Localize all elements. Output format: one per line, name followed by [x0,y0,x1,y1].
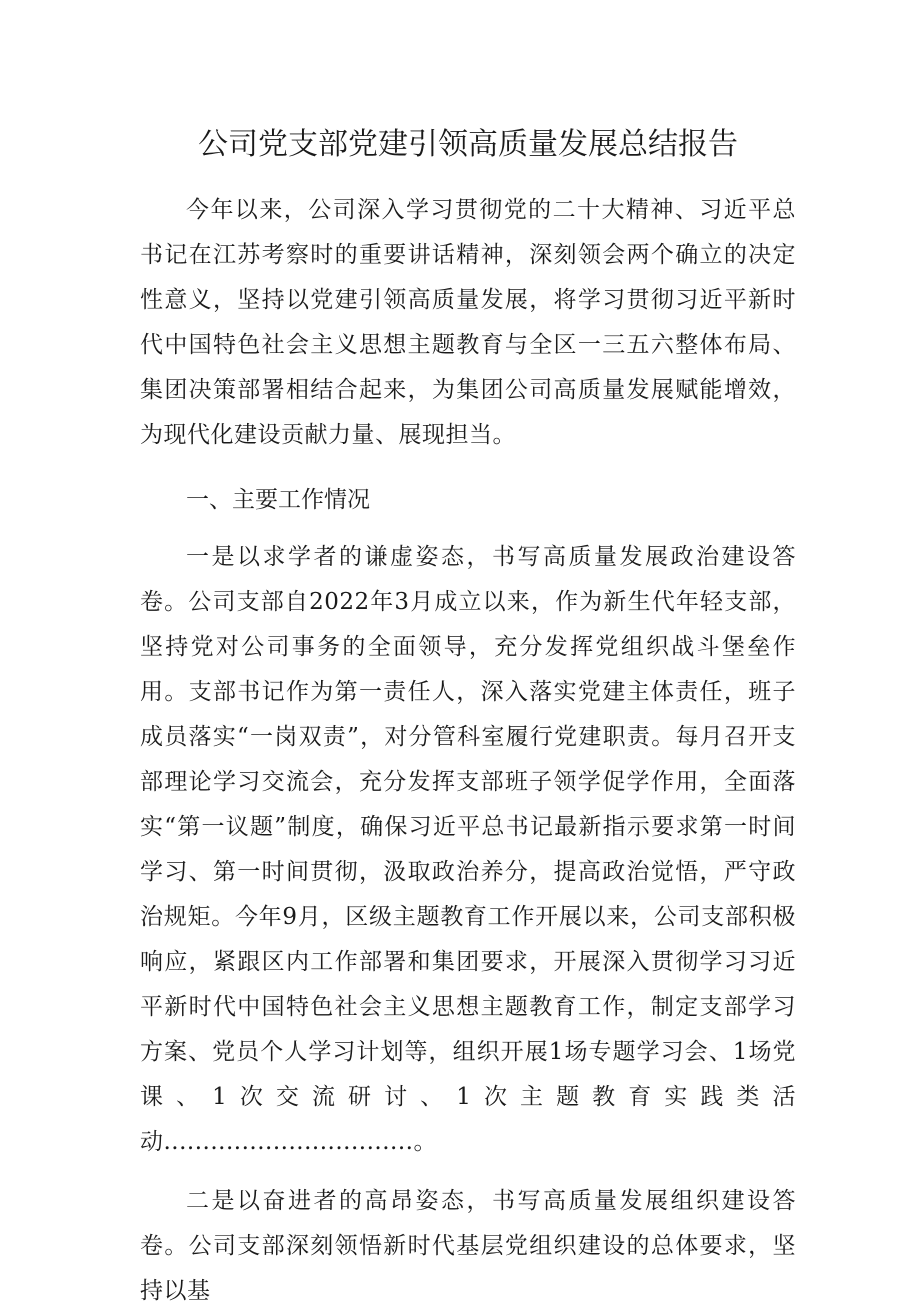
document-page [140,112,796,1314]
document-title: 公司党支部党建引领高质量发展总结报告 [198,127,738,162]
paragraph-point-2: 二是以奋进者的高昂姿态，书写高质量发展组织建设答卷。公司支部深刻领悟新时代基层党组织建设的总体要求，坚持以基 [140,1188,796,1304]
paragraph-point-1: 一是以求学者的谦虚姿态，书写高质量发展政治建设答卷。公司支部自2022年3月成立以来，作为新生代年轻支部，坚持党对公司事务的全面领导，充分发挥党组织战斗堡垒作用。支部书记作为第一责任人，深入落实党建主体责任，班子成员落实“一岗双责”，对分管科室履行党建职责。每月召开支部理论学习交流会，充分发挥支部班子领学促学作用，全面落实“第一议题”制度，确保习近平总书记最新指示要求第一时间学习、第一时间贯彻，汲取政治养分，提高政治觉悟，严守政治规矩。今年9月，区级主题教育工作开展以来，公司支部积极响应，紧跟区内工作部署和集团要求，开展深入贯彻学习习近平新时代中国特色社会主义思想主题教育工作，制定支部学习方案、党员个人学习计划等，组织开展1场专题学习会、1场党课、1次交流研讨、1次主题教育实践类活动................................。 [140,544,796,1155]
paragraph-spacer [140,1165,796,1179]
intro-paragraph: 今年以来，公司深入学习贯彻党的二十大精神、习近平总书记在江苏考察时的重要讲话精神，深刻领会两个确立的决定性意义，坚持以党建引领高质量发展，将学习贯彻习近平新时代中国特色社会主义思想主题教育与全区一三五六整体布局、集团决策部署相结合起来，为集团公司高质量发展赋能增效，为现代化建设贡献力量、展现担当。 [140,197,796,448]
section-heading-main-work: 一、主要工作情况 [186,487,370,513]
